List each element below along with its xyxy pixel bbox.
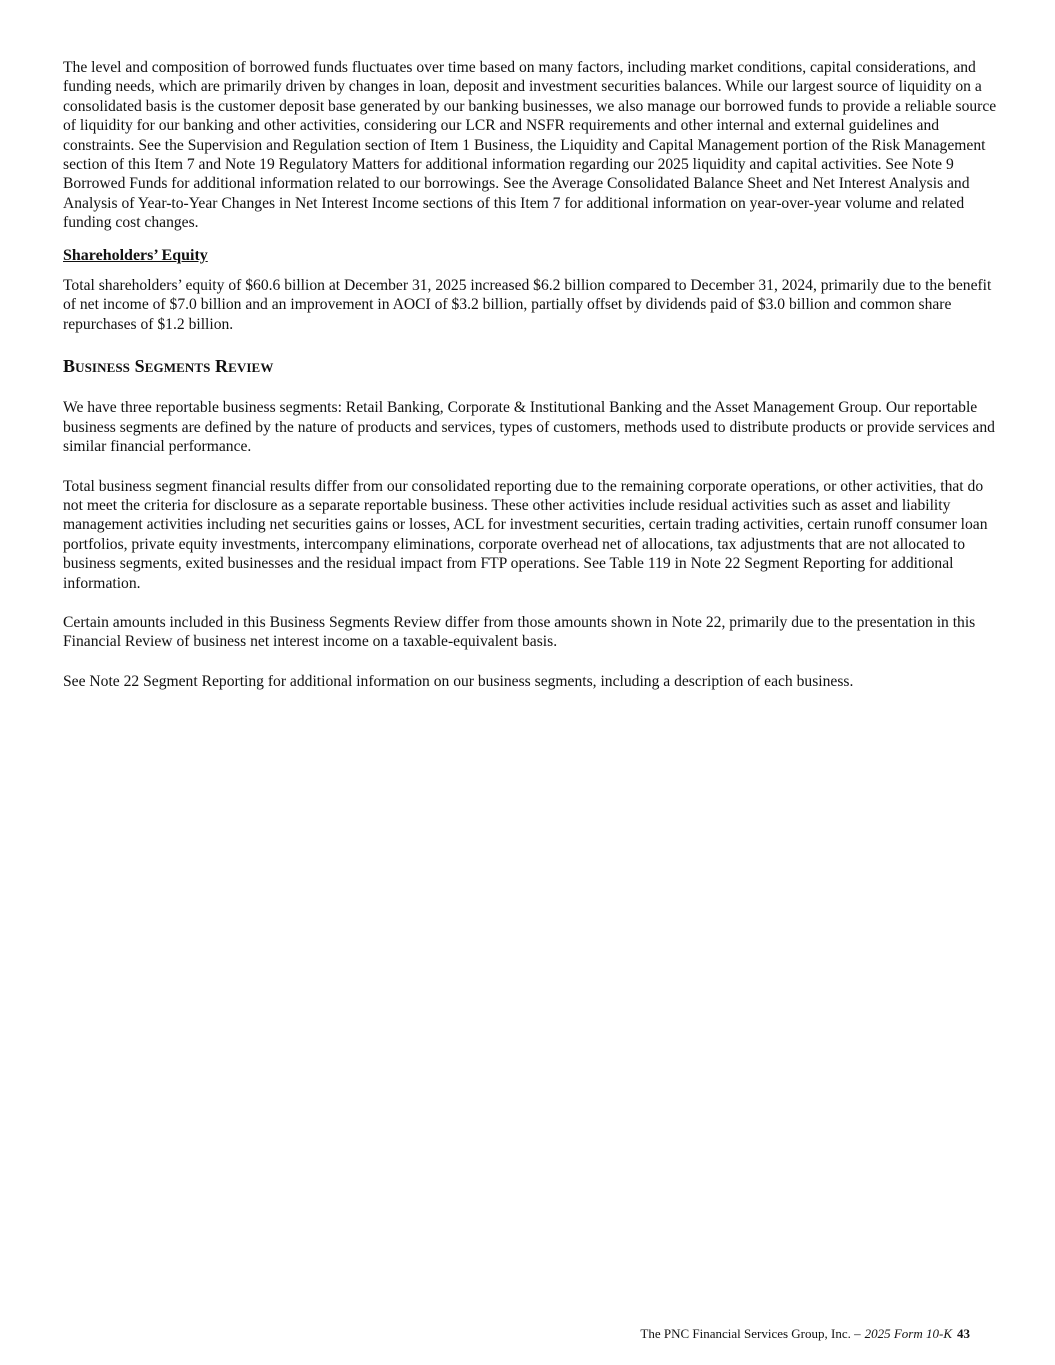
- segments-difference-paragraph: Total business segment financial results differ from our consolidated reporting due to the remaining corporate operations, or other activities, that do not meet the criteria for disclosure as a separate reportable business. These other activities include residual activities such as asset and liability management activities including net securities gains or losses, ACL for investment securities, certain trading activities, certain runoff consumer loan portfolios, private equity investments, intercompany eliminations, corporate overhead net of allocations, tax adjustments that are not allocated to business segments, exited businesses and the residual impact from FTP operations. See Table 119 in Note 22 Segment Reporting for additional information.: [63, 477, 988, 592]
- segments-intro-paragraph: We have three reportable business segments: Retail Banking, Corporate & Institutional Banking and the Asset Management Group. Our reportable business segments are defined by the nature of products and services, types of customers, methods used to distribute products or provide services and similar financial performance.: [63, 399, 995, 456]
- segments-amounts-paragraph: Certain amounts included in this Business Segments Review differ from those amounts shown in Note 22, primarily due to the presentation in this Financial Review of business net interest income on a taxable-equivalent basis.: [63, 613, 976, 651]
- page-footer: [640, 1326, 970, 1342]
- segments-see-note-paragraph: See Note 22 Segment Reporting for additional information on our business segments, including a description of each business.: [63, 672, 854, 690]
- shareholders-equity-heading: Shareholders’ Equity: [63, 246, 208, 264]
- business-segments-review-heading: Business Segments Review: [63, 356, 274, 377]
- footer-company: The PNC Financial Services Group, Inc. –: [640, 1326, 861, 1341]
- document-page: [63, 58, 998, 691]
- page-number: 43: [957, 1326, 970, 1341]
- borrowed-funds-paragraph: The level and composition of borrowed funds fluctuates over time based on many factors, including market conditions, capital considerations, and funding needs, which are primarily driven by changes in loan, deposit and investment securities balances. While our largest source of liquidity on a consolidated basis is the customer deposit base generated by our banking businesses, we also manage our borrowed funds to provide a reliable source of liquidity for our banking and other activities, considering our LCR and NSFR requirements and other internal and external guidelines and constraints. See the Supervision and Regulation section of Item 1 Business, the Liquidity and Capital Management portion of the Risk Management section of this Item 7 and Note 19 Regulatory Matters for additional information regarding our 2025 liquidity and capital activities. See Note 9 Borrowed Funds for additional information related to our borrowings. See the Average Consolidated Balance Sheet and Net Interest Analysis and Analysis of Year-to-Year Changes in Net Interest Income sections of this Item 7 for additional information on year-over-year volume and related funding cost changes.: [63, 59, 997, 232]
- footer-form: 2025 Form 10-K: [864, 1326, 952, 1341]
- shareholders-equity-paragraph: Total shareholders’ equity of $60.6 billion at December 31, 2025 increased $6.2 billion compared to December 31, 2024, primarily due to the benefit of net income of $7.0 billion and an improvement in AOCI of $3.2 billion, partially offset by dividends paid of $3.0 billion and common share repurchases of $1.2 billion.: [63, 277, 992, 333]
